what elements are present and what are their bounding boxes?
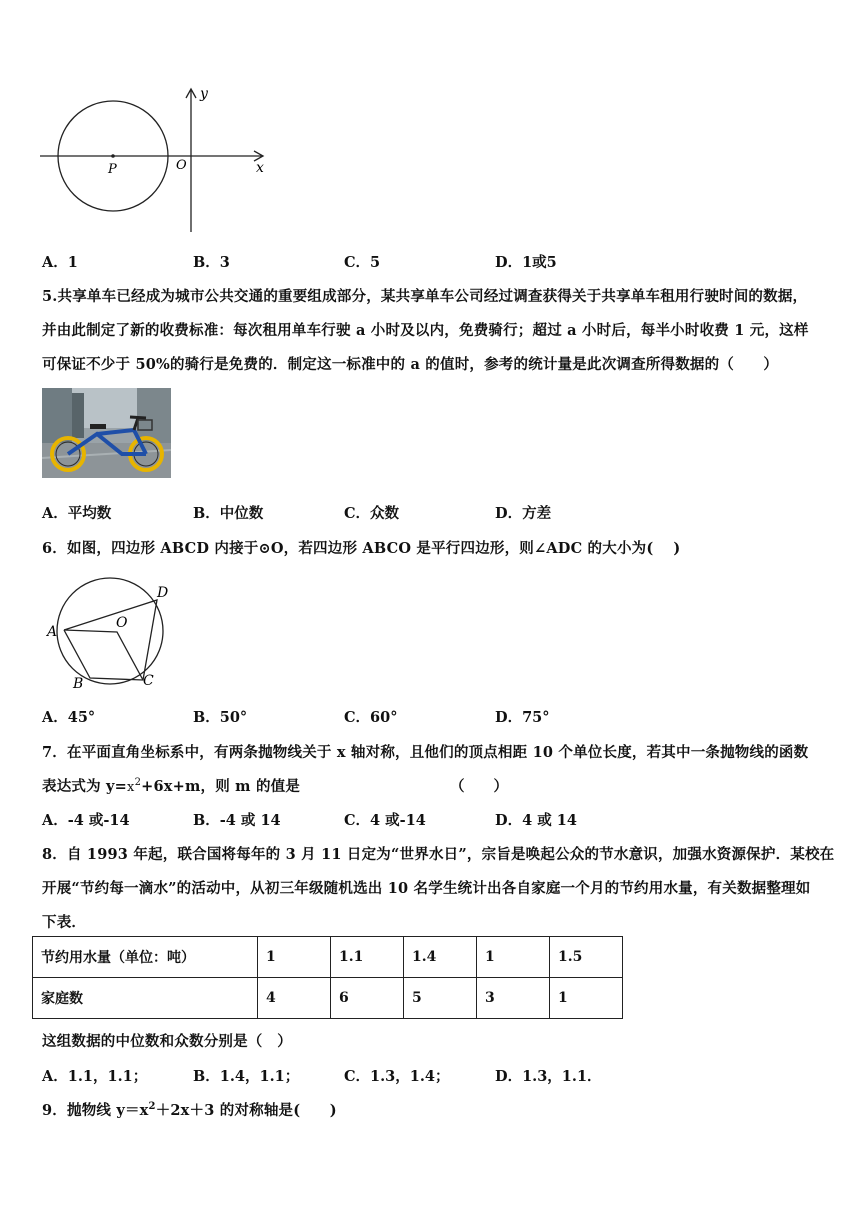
- q7-expr-start: 表达式为 y=: [42, 778, 128, 795]
- table-cell: 1: [258, 937, 331, 978]
- table-cell: 1: [550, 978, 623, 1019]
- q7-option-c: C．4 或-14: [344, 812, 426, 829]
- table-row: [33, 937, 623, 978]
- q9-expr-end: ＋2x＋3 的对称轴是( ): [155, 1102, 337, 1119]
- q7-option-d: D．4 或 14: [495, 812, 577, 829]
- table-cell: 5: [404, 978, 477, 1019]
- q5-line-2: 并由此制定了新的收费标准：每次租用单车行驶 a 小时及以内，免费骑行；超过 a 小时后，每半小时收费 1 元，这样: [42, 322, 809, 339]
- water-saving-table: [32, 936, 623, 1019]
- q9-expr-start: 9．抛物线 y＝x: [42, 1102, 149, 1119]
- q7-line-1: 7．在平面直角坐标系中，有两条抛物线关于 x 轴对称，且他们的顶点相距 10 个单位长度，若其中一条抛物线的函数: [42, 744, 809, 761]
- d-label: D: [157, 585, 169, 601]
- b-label: B: [73, 676, 84, 690]
- q6-option-d: D．75°: [495, 709, 550, 726]
- table-cell: 3: [477, 978, 550, 1019]
- q8-line-2: 开展“节约每一滴水”的活动中，从初三年级随机选出 10 名学生统计出各自家庭一个月的节约用水量，有关数据整理如: [42, 880, 811, 897]
- a-label: A: [47, 624, 58, 640]
- table-row-header: 节约用水量（单位：吨）: [33, 937, 258, 978]
- q5-option-d: D．方差: [495, 505, 552, 522]
- q6-line: 6．如图，四边形 ABCD 内接于⊙O，若四边形 ABCO 是平行四边形，则∠ADC 的大小为( ): [42, 540, 681, 557]
- q7-option-b: B．-4 或 14: [193, 812, 281, 829]
- o-label: O: [116, 615, 128, 631]
- q7-expr-end: +6x+m，则 m 的值是: [141, 778, 301, 795]
- q7-answer-paren: （ ）: [450, 778, 508, 795]
- table-row-header: 家庭数: [33, 978, 258, 1019]
- circle-o: [57, 578, 163, 684]
- q8-question: 这组数据的中位数和众数分别是（ ）: [42, 1033, 292, 1050]
- bike-photo: [42, 388, 171, 478]
- q8-line-1: 8．自 1993 年起，联合国将每年的 3 月 11 日定为“世界水日”，宗旨是唤起公众的节水意识，加强水资源保护．某校在: [42, 846, 835, 863]
- q8-option-c: C．1.3，1.4；: [344, 1068, 450, 1085]
- table-cell: 1: [477, 937, 550, 978]
- q7-option-a: A．-4 或-14: [42, 812, 130, 829]
- q8-option-a: A．1.1，1.1；: [42, 1068, 148, 1085]
- q4-figure: [40, 84, 270, 236]
- q8-line-3: 下表．: [42, 914, 87, 931]
- quadrilateral-abcd: [64, 600, 157, 680]
- center-point-p: [111, 154, 115, 158]
- o-label: O: [176, 158, 187, 173]
- q5-option-b: B．中位数: [193, 505, 264, 522]
- q7-line-2: [42, 775, 300, 796]
- q8-option-d: D．1.3，1.1．: [495, 1068, 602, 1085]
- c-label: C: [143, 673, 154, 689]
- q9-line: [42, 1099, 337, 1120]
- q8-option-b: B．1.4，1.1；: [193, 1068, 300, 1085]
- p-label: P: [108, 162, 117, 177]
- q9-expr-exponent: 2: [148, 1101, 156, 1113]
- table-row: [33, 978, 623, 1019]
- q5-line-3: 可保证不少于 50%的骑行是免费的．制定这一标准中的 a 的值时，参考的统计量是此次调查所得数据的（ ）: [42, 356, 779, 373]
- q6-option-b: B．50°: [193, 709, 248, 726]
- table-cell: 1.5: [550, 937, 623, 978]
- q7-expr-exponent: 2: [134, 777, 142, 789]
- table-cell: 1.1: [331, 937, 404, 978]
- x-label: x: [256, 160, 264, 176]
- q7-expr-x: x: [127, 780, 135, 795]
- q5-option-c: C．众数: [344, 505, 400, 522]
- q4-option-d: D．1或5: [495, 254, 557, 271]
- q5-option-a: A．平均数: [42, 505, 112, 522]
- q6-option-a: A．45°: [42, 709, 96, 726]
- q6-option-c: C．60°: [344, 709, 398, 726]
- q4-option-a: A．1: [42, 254, 78, 271]
- parallelogram-abco: [64, 630, 143, 680]
- q4-option-c: C．5: [344, 254, 381, 271]
- table-cell: 6: [331, 978, 404, 1019]
- y-label: y: [200, 86, 208, 102]
- q4-option-b: B．3: [193, 254, 230, 271]
- q6-figure: [44, 575, 184, 690]
- table-cell: 1.4: [404, 937, 477, 978]
- table-cell: 4: [258, 978, 331, 1019]
- q5-line-1: 5.共享单车已经成为城市公共交通的重要组成部分，某共享单车公司经过调查获得关于共享单车租用行驶时间的数据，: [42, 288, 808, 305]
